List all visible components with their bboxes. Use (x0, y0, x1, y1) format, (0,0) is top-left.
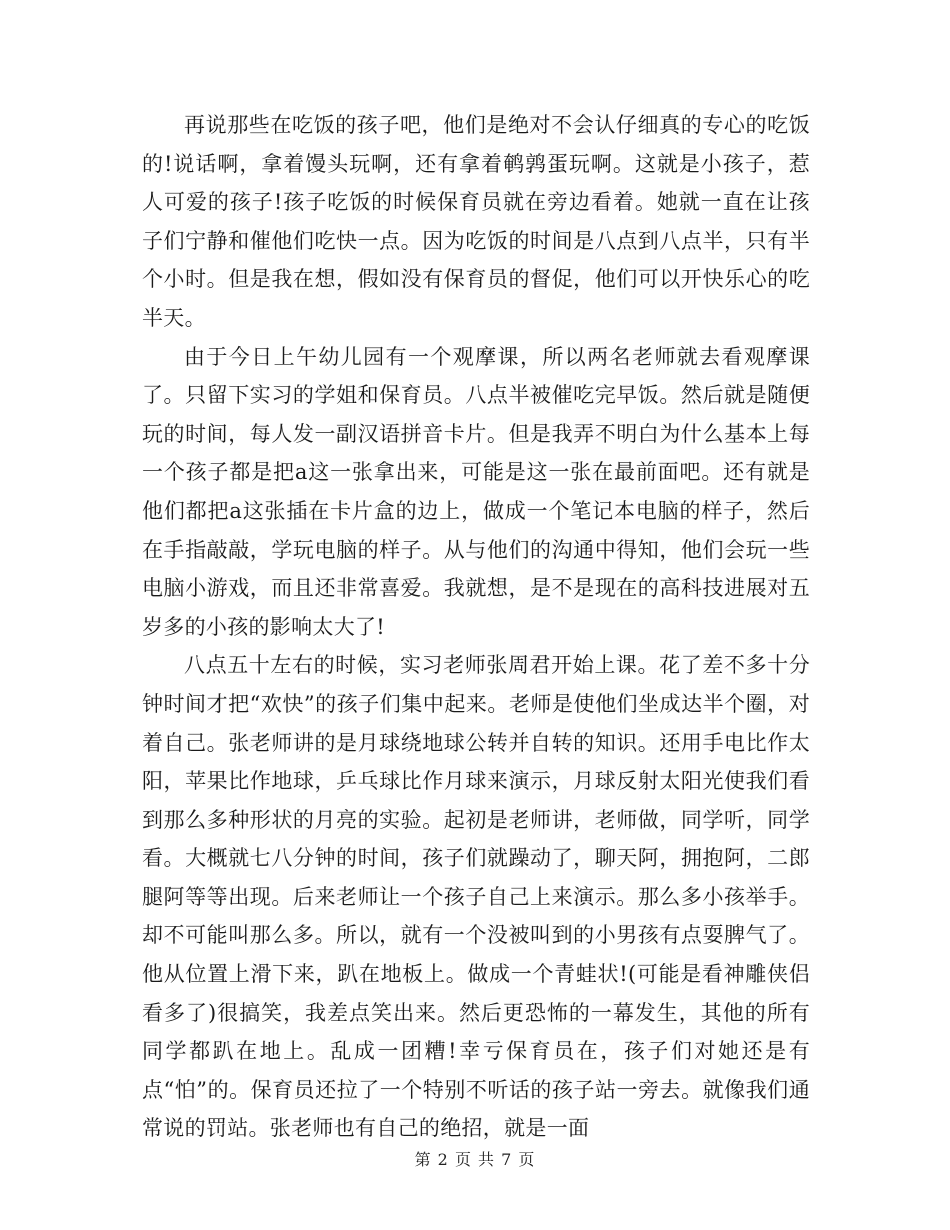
paragraph-3: 八点五十左右的时候，实习老师张周君开始上课。花了差不多十分钟时间才把“欢快”的孩子们集中起来。老师是使他们坐成达半个圈，对着自己。张老师讲的是月球绕地球公转并自转的知识。还用手电比作太阳，苹果比作地球，乒乓球比作月球来演示，月球反射太阳光使我们看到那么多种形状的月亮的实验。起初是老师讲，老师做，同学听，同学看。大概就七八分钟的时间，孩子们就躁动了，聊天阿，拥抱阿，二郎腿阿等等出现。后来老师让一个孩子自己上来演示。那么多小孩举手。却不可能叫那么多。所以，就有一个没被叫到的小男孩有点耍脾气了。他从位置上滑下来，趴在地板上。做成一个青蛙状!(可能是看神雕侠侣看多了)很搞笑，我差点笑出来。然后更恐怖的一幕发生，其他的所有同学都趴在地上。乱成一团糟!幸亏保育员在，孩子们对她还是有点“怕”的。保育员还拉了一个特别不听话的孩子站一旁去。就像我们通常说的罚站。张老师也有自己的绝招，就是一面 (142, 653, 810, 1141)
page-footer: 第 2 页 共 7 页 (414, 1150, 536, 1169)
paragraph-2: 由于今日上午幼儿园有一个观摩课，所以两名老师就去看观摩课了。只留下实习的学姐和保育员。八点半被催吃完早饭。然后就是随便玩的时间，每人发一副汉语拼音卡片。但是我弄不明白为什么基本上每一个孩子都是把a这一张拿出来，可能是这一张在最前面吧。还有就是他们都把a这张插在卡片盒的边上，做成一个笔记本电脑的样子，然后在手指敲敲，学玩电脑的样子。从与他们的沟通中得知，他们会玩一些电脑小游戏，而且还非常喜爱。我就想，是不是现在的高科技进展对五岁多的小孩的影响太大了! (142, 344, 810, 639)
document-body (142, 106, 810, 1148)
paragraph-1: 再说那些在吃饭的孩子吧，他们是绝对不会认仔细真的专心的吃饭的!说话啊，拿着馒头玩啊，还有拿着鹌鹑蛋玩啊。这就是小孩子，惹人可爱的孩子!孩子吃饭的时候保育员就在旁边看着。她就一直在让孩子们宁静和催他们吃快一点。因为吃饭的时间是八点到八点半，只有半个小时。但是我在想，假如没有保育员的督促，他们可以开快乐心的吃半天。 (142, 113, 810, 330)
